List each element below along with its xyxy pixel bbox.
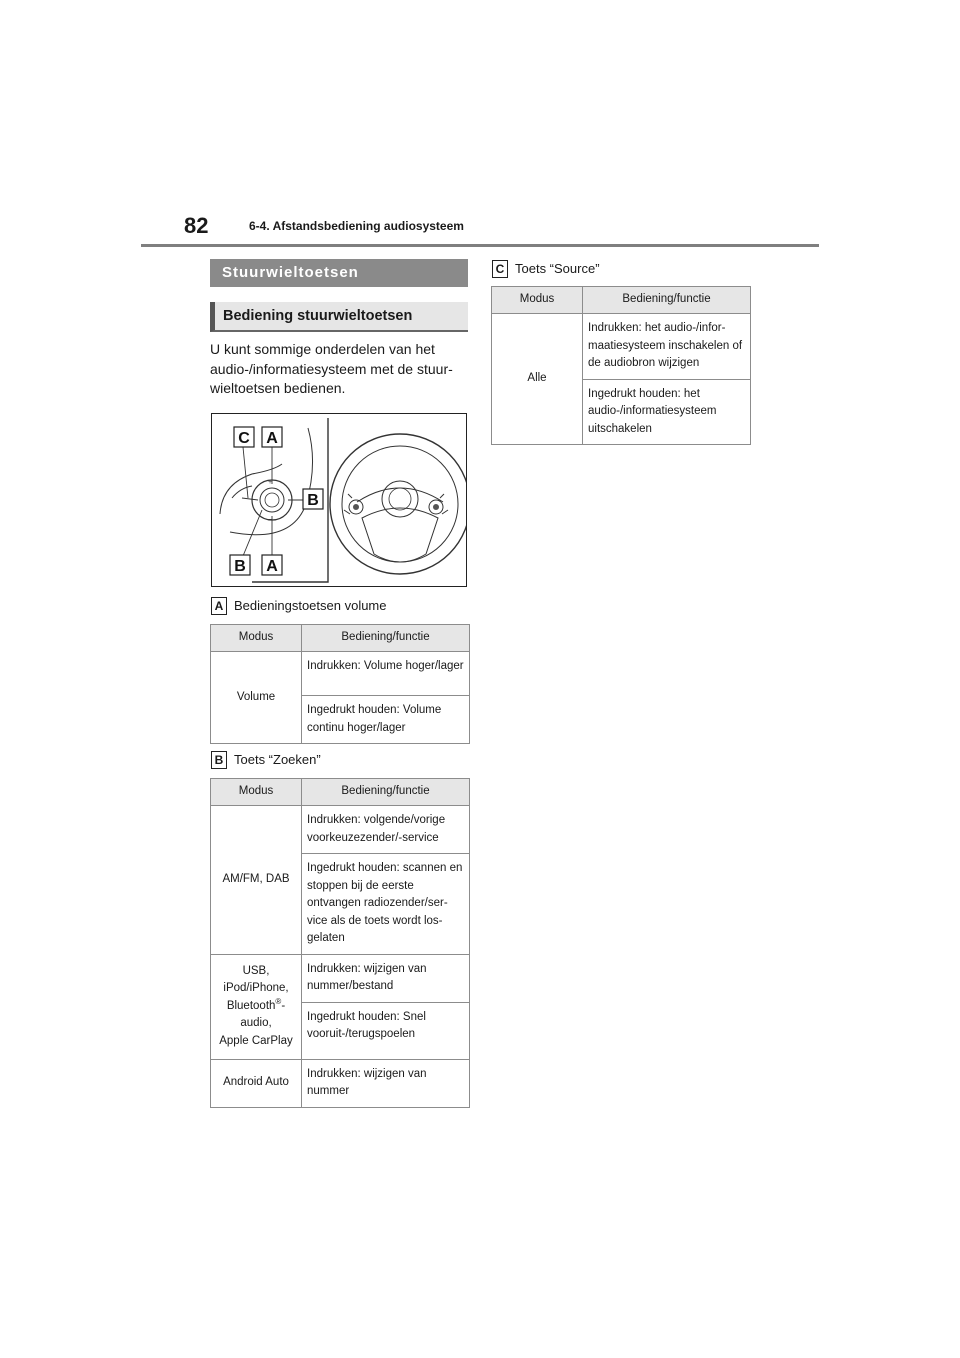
column-header-operation: Bediening/functie	[302, 625, 470, 652]
mode-line: iPod/iPhone,	[223, 982, 289, 995]
header-rule	[141, 244, 819, 247]
search-table	[210, 778, 470, 1108]
running-header: 6-4. Afstandsbediening audiosysteem	[249, 219, 464, 233]
mode-cell: AM/FM, DAB	[211, 806, 302, 955]
column-header-mode: Modus	[492, 287, 583, 314]
mode-line: Apple CarPlay	[219, 1034, 293, 1047]
marker-a: A	[211, 597, 227, 615]
svg-text:B: B	[234, 558, 246, 575]
intro-line: U kunt sommige onderdelen van het	[210, 341, 435, 357]
steering-wheel-icon	[330, 434, 466, 574]
mode-line: USB,	[242, 964, 270, 977]
page-number: 82	[184, 213, 209, 238]
operation-cell: Ingedrukt houden: Volume continu hoger/lager	[302, 696, 470, 744]
intro-line: wieltoetsen bedienen.	[210, 380, 346, 396]
source-table	[491, 286, 751, 445]
callout-b-right	[303, 489, 323, 509]
steering-wheel-illustration	[212, 414, 466, 586]
column-header-operation: Bediening/functie	[583, 287, 751, 314]
subsection-title: Bediening stuurwieltoetsen	[210, 302, 468, 332]
mode-cell: Volume	[211, 652, 302, 744]
svg-text:+: +	[268, 479, 273, 486]
mode-cell	[211, 954, 302, 1059]
operation-cell: Ingedrukt houden: het audio-/informatiesysteem uitschakelen	[583, 379, 751, 445]
column-header-mode: Modus	[211, 625, 302, 652]
marker-c: C	[492, 260, 508, 278]
operation-cell: Indrukken: wijzigen van nummer/bestand	[302, 954, 470, 1002]
svg-text:A: A	[266, 430, 278, 447]
callout-a-bottom	[262, 555, 282, 575]
operation-cell: Indrukken: het audio-/infor-maatiesysteem inschakelen of de audiobron wijzigen	[583, 314, 751, 380]
svg-text:−: −	[268, 515, 273, 524]
column-header-mode: Modus	[211, 779, 302, 806]
volume-table	[210, 624, 470, 744]
caption-b-text: Toets “Zoeken”	[234, 752, 321, 767]
section-title: Stuurwieltoetsen	[210, 259, 468, 287]
callout-a-top	[262, 427, 282, 447]
intro-paragraph	[210, 340, 472, 399]
table-row	[211, 954, 470, 1002]
mode-line: Bluetooth®-	[226, 996, 286, 1012]
table-row	[211, 1059, 470, 1107]
table-row	[211, 652, 470, 696]
registered-mark: ®	[275, 996, 282, 1006]
operation-cell: Indrukken: Volume hoger/lager	[302, 652, 470, 696]
caption-a-text: Bedieningstoetsen volume	[234, 598, 387, 613]
svg-text:C: C	[238, 430, 250, 447]
table-row	[211, 806, 470, 854]
callout-b-bottom	[230, 555, 250, 575]
operation-cell: Indrukken: volgende/vorige voorkeuzezender/-service	[302, 806, 470, 854]
caption-c-text: Toets “Source”	[515, 261, 600, 276]
table-row	[492, 314, 751, 380]
mode-line: audio,	[240, 1017, 272, 1030]
marker-b: B	[211, 751, 227, 769]
mode-cell: Android Auto	[211, 1059, 302, 1107]
intro-line: audio-/informatiesysteem met de stuur-	[210, 360, 453, 377]
operation-cell: Indrukken: wijzigen van nummer	[302, 1059, 470, 1107]
callout-c	[234, 427, 254, 447]
column-header-operation: Bediening/functie	[302, 779, 470, 806]
steering-wheel-figure	[211, 413, 467, 587]
svg-text:A: A	[266, 558, 278, 575]
svg-text:B: B	[307, 492, 319, 509]
operation-cell: Ingedrukt houden: Snel vooruit-/terugspoelen	[302, 1002, 470, 1059]
mode-cell: Alle	[492, 314, 583, 445]
operation-cell: Ingedrukt houden: scannen en stoppen bij de eerste ontvangen radiozender/ser-vice als de toets wordt los-gelaten	[302, 854, 470, 955]
